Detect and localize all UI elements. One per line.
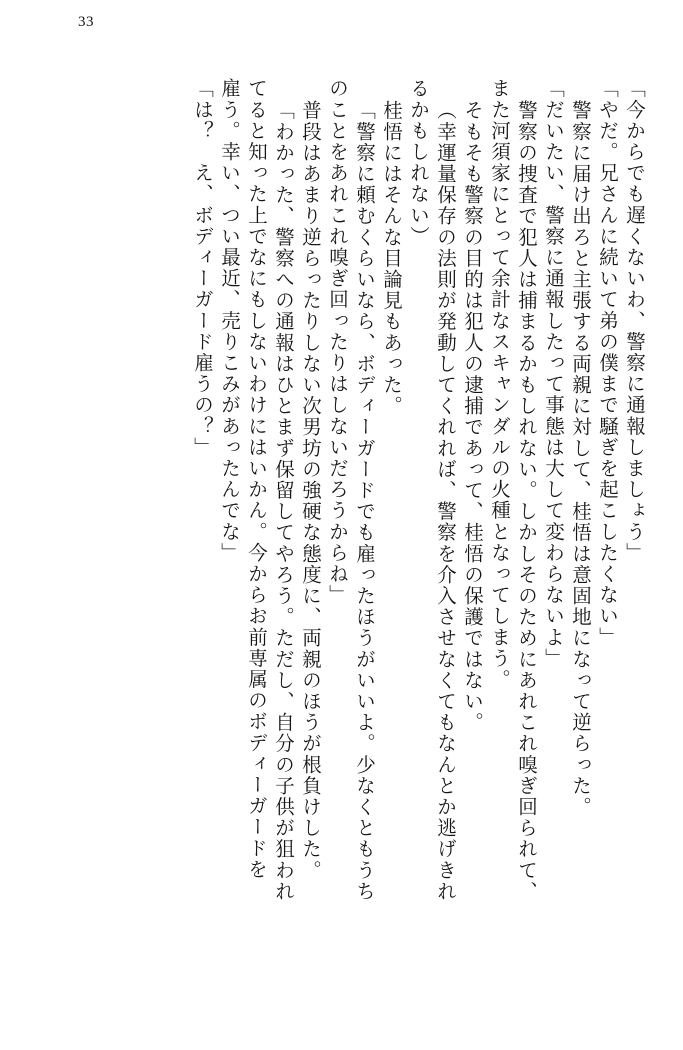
text-line: また河須家にとって余計なスキャンダルの火種となってしまう。: [488, 78, 511, 690]
page-number: 33: [78, 14, 94, 30]
text-line: 「やだ。兄さんに続いて弟の僕まで騒ぎを起こしたくない」: [596, 78, 619, 648]
text-line: 雇う。幸い、つい最近、売りこみがあったんでな」: [218, 78, 241, 564]
text-line: 「わかった、警察への通報はひとまず保留してやろう。ただし、自分の子供が狙われ: [272, 100, 295, 902]
text-line: てると知った上でなにもしないわけにはいかん。今からお前専属のボディーガードを: [245, 78, 268, 880]
text-line: 桂悟にはそんな目論見もあった。: [380, 100, 403, 417]
text-line: 警察の捜査で犯人は捕まるかもしれない。しかしそのためにあれこれ嗅ぎ回られて、: [515, 100, 538, 902]
text-line: 「警察に頼むくらいなら、ボディーガードでも雇ったほうがいいよ。少なくともうち: [353, 100, 376, 902]
text-line: るかもしれない）: [407, 78, 430, 247]
vertical-text-block: [44, 78, 644, 1018]
text-line: 「は？ え、ボディーガード雇うの？」: [191, 78, 214, 458]
text-line: のことをあれこれ嗅ぎ回ったりはしないだろうからね」: [326, 78, 349, 606]
text-line: 「今からでも遅くないわ、警察に通報しましょう」: [623, 78, 646, 564]
text-line: 普段はあまり逆らったりしない次男坊の強硬な態度に、両親のほうが根負けした。: [299, 100, 322, 881]
text-line: 警察に届け出ろと主張する両親に対して、桂悟は意固地になって逆らった。: [569, 100, 592, 818]
text-line: （幸運量保存の法則が発動してくれれば、警察を介入させなくてもなんとか逃げきれ: [434, 100, 457, 902]
text-line: 「だいたい、警察に通報したって事態は大して変わらないよ」: [542, 78, 565, 669]
text-line: そもそも警察の目的は犯人の逮捕であって、桂悟の保護ではない。: [461, 100, 484, 733]
